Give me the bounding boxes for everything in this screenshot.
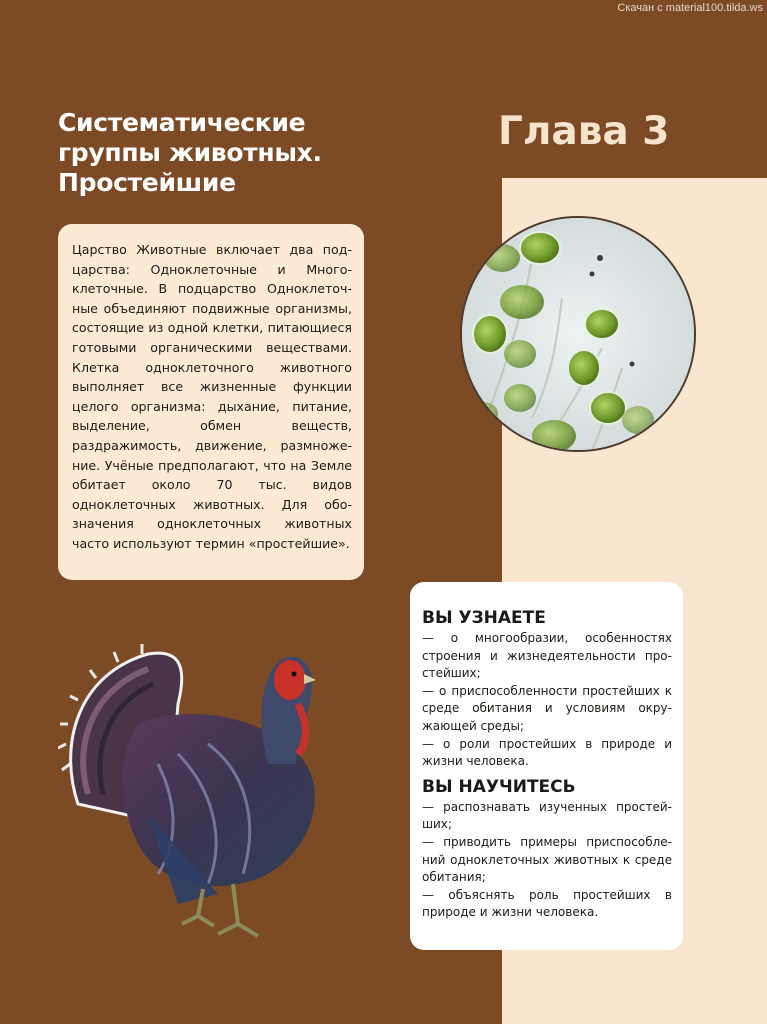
learn-item: — о приспособленности простейших к среде обитания и условиям окружающей среды; [422,683,672,733]
turkey-svg [58,644,338,944]
turkey-neck-head [261,657,316,764]
micrograph-svg [462,218,694,450]
title-line: Простейшие [58,168,236,197]
title-line: группы животных. [58,138,322,167]
title-line: Систематические [58,108,306,137]
skills-item: — объяснять роль простейших в природе и жизни человека. [422,887,672,920]
intro-box [58,224,364,580]
intro-text: Царство Животные включает два подцарства: Одноклеточные и Многоклеточные. В подцарство Одноклеточные объединяют подвижные организмы, состоящие из одной клетки, питающиеся готовыми органическими веществами. Клетка одноклеточного животного выполняет все жизненные функции целого организма: дыхание, питание, выделение, обмен веществ, раздражимость, движение, размножение. Учёные предполагают, что на Земле обитает около 70 тыс. видов одноклеточных животных. Для обозначения одноклеточных животных часто используют термин «простейшие». [72,242,352,551]
chapter-number: Глава 3 [498,109,670,154]
skills-item: — приводить примеры приспособлений одноклеточных животных к среде обитания; [422,834,672,885]
turkey-illustration [58,644,338,944]
learn-heading: ВЫ УЗНАЕТЕ [422,608,546,628]
chapter-title [58,108,388,198]
euglena-micrograph [460,216,696,452]
watermark: Скачан с material100.tilda.ws [617,2,763,14]
learn-item: — о многообразии, особенностях строения и жизнедеятельности простейших; [422,631,672,681]
skills-item: — распознавать изученных простейших; [422,799,672,832]
skills-heading: ВЫ НАУЧИТЕСЬ [422,776,576,797]
learn-item: — о роли простейших в природе и жизни человека. [422,736,672,769]
learning-goals-box [410,582,683,950]
